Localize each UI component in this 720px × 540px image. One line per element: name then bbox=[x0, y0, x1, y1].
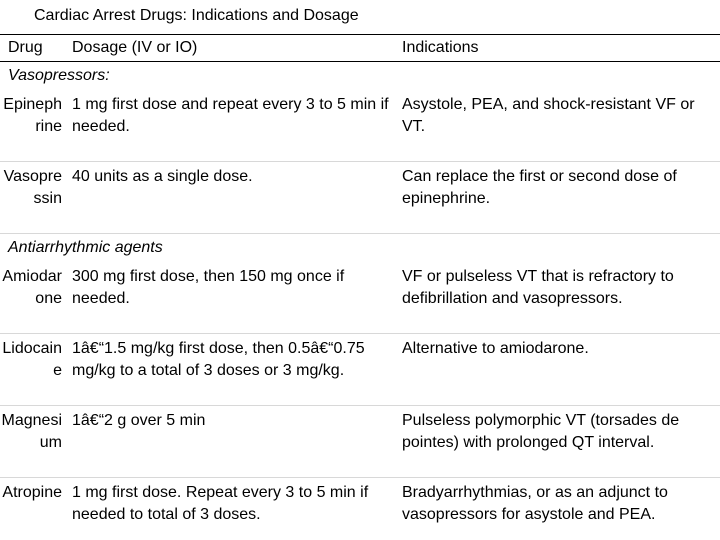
indication-cell: Pulseless polymorphic VT (torsades de pointes) with prolonged QT interval. bbox=[402, 412, 680, 451]
page-title: Cardiac Arrest Drugs: Indications and Dosage bbox=[34, 7, 359, 24]
dosage-cell: 1â€“1.5 mg/kg first dose, then 0.5â€“0.75 mg/kg to a total of 3 doses or 3 mg/kg. bbox=[72, 340, 365, 379]
row-divider bbox=[0, 233, 720, 234]
row-divider bbox=[0, 477, 720, 478]
dosage-cell: 1 mg first dose. Repeat every 3 to 5 min if needed to total of 3 doses. bbox=[72, 484, 369, 523]
dosage-cell: 300 mg first dose, then 150 mg once if needed. bbox=[72, 268, 345, 307]
row-divider bbox=[0, 405, 720, 406]
table-top-rule bbox=[0, 34, 720, 35]
drug-cell: Amiodarone bbox=[2, 268, 62, 307]
indication-cell: Asystole, PEA, and shock-resistant VF or VT. bbox=[402, 96, 695, 135]
row-divider bbox=[0, 161, 720, 162]
drug-cell: Vasopressin bbox=[3, 168, 62, 207]
indication-cell: Bradyarrhythmias, or as an adjunct to vasopressors for asystole and PEA. bbox=[402, 484, 668, 523]
indication-cell: Alternative to amiodarone. bbox=[402, 340, 589, 357]
dosage-cell: 1â€“2 g over 5 min bbox=[72, 412, 206, 429]
drug-cell: Epinephrine bbox=[3, 96, 62, 135]
dosage-cell: 40 units as a single dose. bbox=[72, 168, 253, 185]
drug-cell: Magnesium bbox=[1, 412, 62, 451]
drug-cell: Lidocaine bbox=[2, 340, 62, 379]
row-divider bbox=[0, 333, 720, 334]
header-indications: Indications bbox=[402, 39, 479, 56]
header-dosage: Dosage (IV or IO) bbox=[72, 39, 198, 56]
table-header-rule bbox=[0, 61, 720, 62]
indication-cell: VF or pulseless VT that is refractory to defibrillation and vasopressors. bbox=[402, 268, 674, 307]
drug-cell: Atropine bbox=[2, 484, 62, 501]
section-heading-antiarrhythmic: Antiarrhythmic agents bbox=[8, 239, 163, 256]
header-drug: Drug bbox=[8, 39, 43, 56]
table-header-row bbox=[0, 36, 720, 60]
indication-cell: Can replace the first or second dose of epinephrine. bbox=[402, 168, 677, 207]
section-heading-vasopressors: Vasopressors: bbox=[8, 67, 110, 84]
dosage-cell: 1 mg first dose and repeat every 3 to 5 min if needed. bbox=[72, 96, 389, 135]
